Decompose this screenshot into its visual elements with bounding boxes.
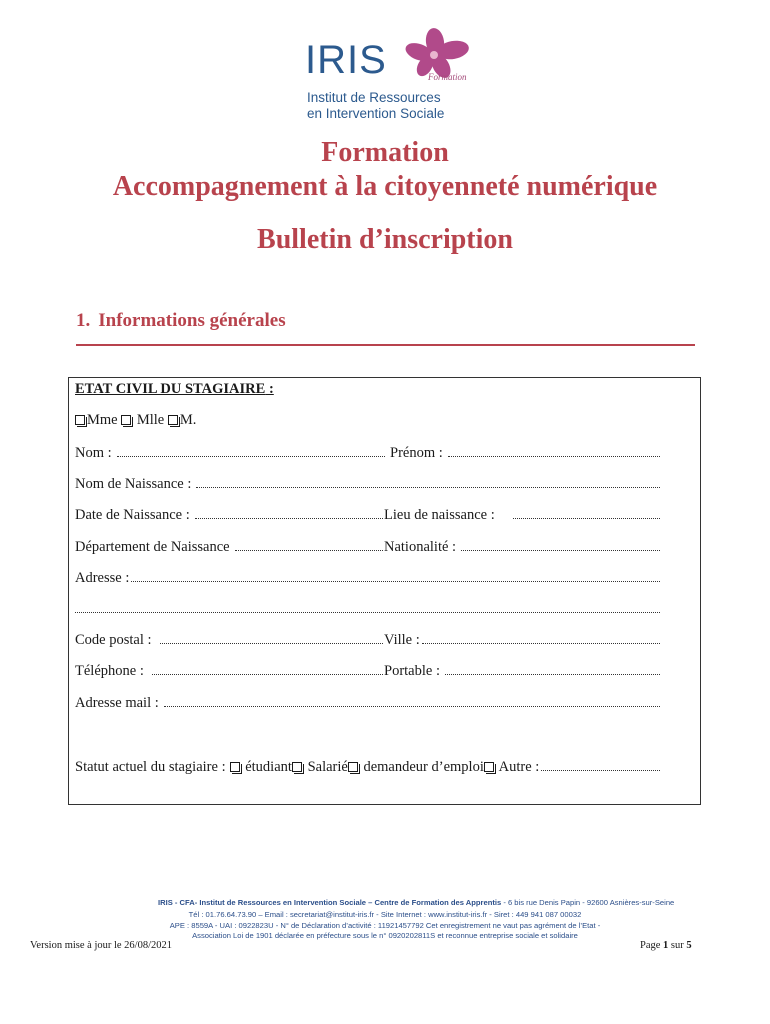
footer-line-4: Association Loi de 1901 déclarée en préfecture sous le n° 0920202811S et reconnue entreprise sociale et solidaire [192,931,578,940]
logo-subtitle-line1: Institut de Ressources [307,90,441,105]
section-divider [76,344,695,346]
nom-naissance-field[interactable] [75,475,660,493]
statut-label: Statut actuel du stagiaire : [75,759,226,775]
logo-subtitle [307,90,444,122]
portable-field[interactable] [384,662,660,680]
ville-label: Ville : [384,632,420,648]
date-naissance-line [195,506,383,519]
mme-label: Mme [87,412,118,428]
etudiant-checkbox[interactable] [230,762,240,772]
lieu-naissance-line [513,506,660,519]
prenom-label: Prénom : [390,445,443,461]
nationalite-field[interactable] [384,538,660,556]
code-postal-field[interactable] [75,631,383,649]
mlle-label: Mlle [133,412,168,428]
departement-label: Département de Naissance [75,539,230,555]
iris-logo [305,28,475,124]
nom-field[interactable] [75,444,385,462]
code-postal-label: Code postal : [75,632,152,648]
form-heading [75,380,274,398]
nom-naissance-label: Nom de Naissance : [75,476,192,492]
salarie-label: Salarié [303,759,348,775]
footer-line-3: APE : 8559A - UAI : 0922823U - N° de Déclaration d’activité : 11921457792 Cet enregistrement ne vaut pas agrément de l’Etat - [169,921,601,930]
code-postal-line [160,631,383,644]
nom-line [117,444,385,457]
statut-row [75,758,660,776]
etudiant-label: étudiant [241,759,292,775]
date-naissance-field[interactable] [75,506,383,524]
adresse-field[interactable] [75,569,660,587]
title-bulletin: Bulletin d’inscription [257,224,513,255]
m-checkbox[interactable] [168,415,178,425]
nom-naissance-line [196,475,660,488]
footer-line-2: Tél : 01.76.64.73.90 – Email : secretariat@institut-iris.fr - Site Internet : www.institut-iris.fr - Siret : 449 941 087 00032 [188,910,582,919]
email-line [164,694,660,707]
logo-tagline: Formation [428,72,467,82]
page-label: Page [640,940,664,951]
lieu-naissance-label: Lieu de naissance : [384,507,495,523]
prenom-line [448,444,660,457]
form-box [68,377,701,805]
departement-line [235,538,383,551]
demandeur-label: demandeur d’emploi [359,759,484,775]
adresse-line [131,569,660,582]
title-course-name: Accompagnement à la citoyenneté numérique [112,171,658,202]
page-number [640,940,692,951]
page-total: 5 [686,940,692,951]
adresse-line2-field[interactable] [75,600,660,618]
adresse-line2 [75,600,660,613]
section-heading [76,310,286,332]
telephone-line [152,662,383,675]
email-label: Adresse mail : [75,695,159,711]
section-number: 1. [76,310,91,331]
prenom-field[interactable] [390,444,660,462]
logo-wordmark: IRIS [305,38,387,82]
page-sep: sur [668,940,687,951]
telephone-field[interactable] [75,662,383,680]
autre-label: Autre : [495,759,540,775]
title-formation: Formation [321,137,449,168]
email-field[interactable] [75,694,660,712]
demandeur-checkbox[interactable] [348,762,358,772]
mme-checkbox[interactable] [75,415,85,425]
form-heading-colon: : [265,381,274,397]
adresse-label: Adresse : [75,570,130,586]
autre-line[interactable] [541,758,660,771]
ville-field[interactable] [384,631,660,649]
footer-address: - 6 bis rue Denis Papin - 92600 Asnières-sur-Seine [501,898,675,907]
section-label: Informations générales [98,310,286,331]
mlle-checkbox[interactable] [121,415,131,425]
footer-line-1 [158,898,674,907]
date-naissance-label: Date de Naissance : [75,507,190,523]
version-note: Version mise à jour le 26/08/2021 [30,940,173,951]
civility-row [75,411,196,429]
page-current: 1 [663,940,669,951]
portable-label: Portable : [384,663,440,679]
lieu-naissance-field[interactable] [384,506,660,524]
nationalite-line [461,538,660,551]
footer-institution: IRIS - CFA- Institut de Ressources en Intervention Sociale – Centre de Formation des Apprentis [158,898,502,907]
autre-checkbox[interactable] [484,762,494,772]
form-heading-text: ETAT CIVIL DU STAGIAIRE [75,381,266,397]
nom-label: Nom : [75,445,112,461]
m-label: M. [179,412,197,428]
logo-subtitle-line2: en Intervention Sociale [307,106,445,121]
portable-line [445,662,660,675]
salarie-checkbox[interactable] [292,762,302,772]
nationalite-label: Nationalité : [384,539,457,555]
departement-field[interactable] [75,538,383,556]
telephone-label: Téléphone : [75,663,144,679]
ville-line [422,631,660,644]
